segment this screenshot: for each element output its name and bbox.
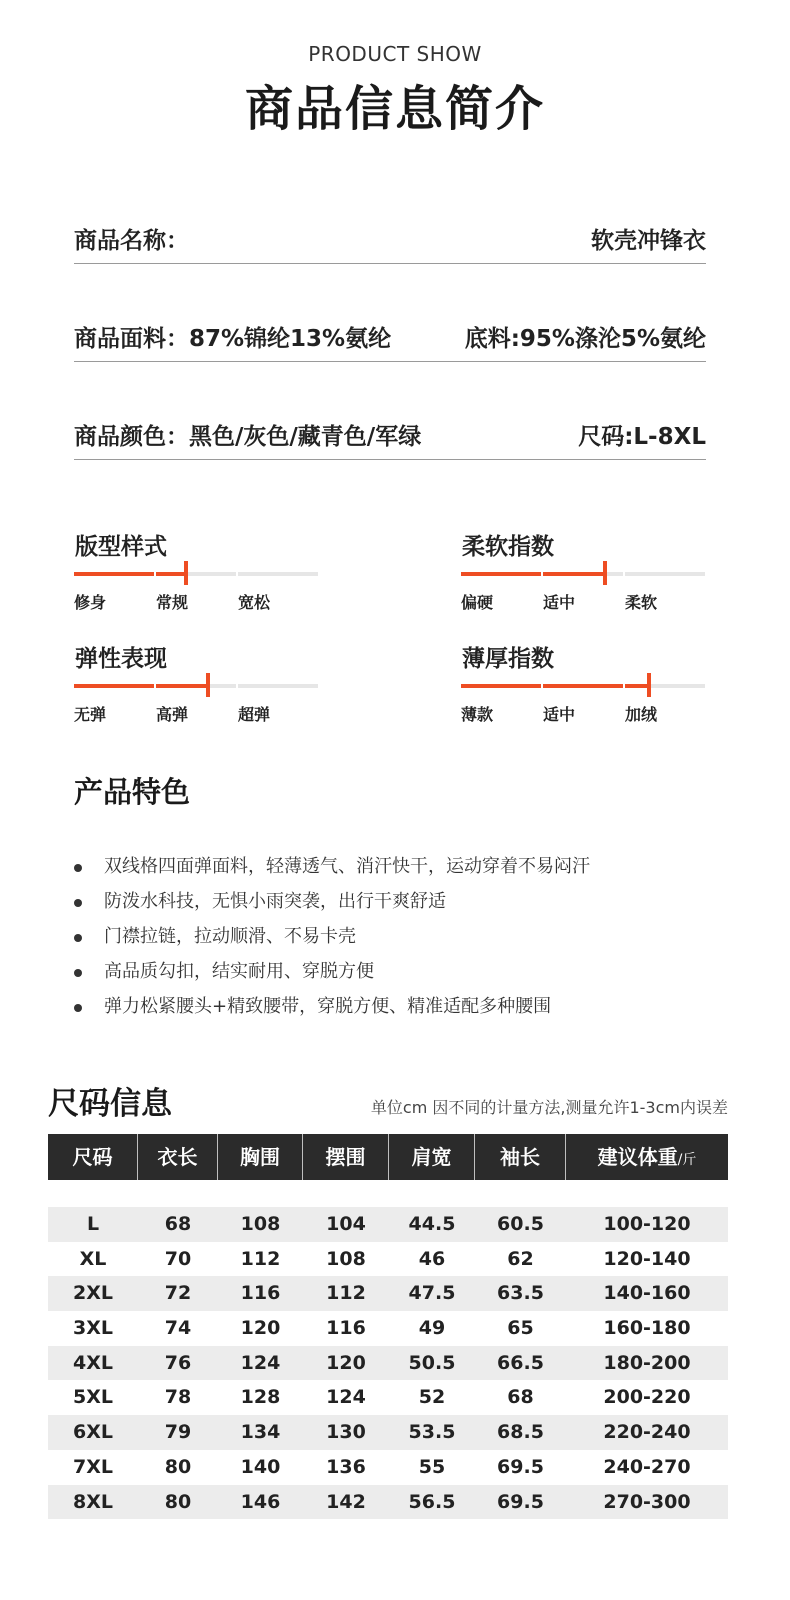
scale-segment: [74, 572, 154, 576]
table-cell: 63.5: [497, 1282, 544, 1305]
scale-segment: [625, 572, 705, 576]
table-cell: 108: [326, 1247, 366, 1270]
scale-segment: [625, 684, 705, 688]
table-cell: 146: [240, 1490, 281, 1513]
column-header: 尺码: [48, 1134, 138, 1180]
product-name-value: 软壳冲锋衣: [591, 228, 706, 254]
info-row-name: [74, 214, 706, 264]
feature-text: 防泼水科技，无惧小雨突袭，出行干爽舒适: [104, 891, 446, 912]
table-cell: 120: [326, 1351, 366, 1374]
feature-item: [74, 957, 734, 992]
bullet-icon: [74, 1004, 82, 1012]
table-cell: 108: [240, 1213, 281, 1235]
table-cell: 80: [164, 1490, 192, 1513]
table-row: [48, 1485, 728, 1520]
scale-segment: [156, 684, 236, 688]
lining-info: 底料:95%涤沦5%氨纶: [464, 326, 706, 352]
scale-label: 高弹: [156, 705, 189, 724]
table-cell: 74: [164, 1317, 192, 1340]
scale-track: [74, 572, 318, 576]
table-cell: 140: [240, 1455, 281, 1478]
column-header: 摆围: [303, 1134, 389, 1180]
scale-elasticity: [74, 640, 318, 724]
size-range-info: 尺码:L-8XL: [578, 424, 706, 450]
scale-segment: [543, 684, 623, 688]
table-cell: 116: [326, 1317, 366, 1340]
scale-label: 宽松: [238, 593, 271, 612]
scale-segment: [74, 684, 154, 688]
table-cell: 68: [164, 1213, 192, 1235]
table-row: [48, 1415, 728, 1450]
features-title: 产品特色: [74, 775, 191, 809]
table-row: [48, 1276, 728, 1311]
table-cell: 270-300: [603, 1490, 691, 1513]
table-cell: 60.5: [497, 1213, 544, 1235]
bullet-icon: [74, 934, 82, 942]
table-cell: 46: [418, 1247, 446, 1270]
scale-marker: [184, 561, 188, 585]
feature-text: 门襟拉链，拉动顺滑、不易卡壳: [104, 926, 356, 947]
table-cell: 7XL: [73, 1455, 113, 1478]
size-table-title: 尺码信息: [48, 1086, 172, 1122]
scale-marker: [206, 673, 210, 697]
table-cell: 160-180: [603, 1317, 691, 1340]
column-header: 衣长: [138, 1134, 218, 1180]
table-row: [48, 1207, 728, 1242]
table-cell: 79: [164, 1421, 192, 1444]
scale-segment: [238, 684, 318, 688]
scale-label: 超弹: [238, 705, 271, 724]
table-cell: 56.5: [408, 1490, 456, 1513]
size-table-body: [48, 1207, 728, 1519]
table-cell: 104: [326, 1213, 366, 1235]
table-cell: 44.5: [408, 1213, 456, 1235]
size-table-note: 单位cm 因不同的计量方法,测量允许1-3cm内误差: [370, 1098, 728, 1117]
bullet-icon: [74, 864, 82, 872]
table-cell: 69.5: [497, 1455, 544, 1478]
feature-text: 高品质勾扣，结实耐用、穿脱方便: [104, 961, 374, 982]
table-cell: 8XL: [73, 1490, 113, 1513]
feature-item: [74, 887, 734, 922]
table-cell: 62: [507, 1247, 534, 1270]
table-cell: 78: [164, 1386, 192, 1409]
size-table-header: [48, 1134, 728, 1180]
scale-title: 版型样式: [75, 534, 167, 560]
table-row: [48, 1450, 728, 1485]
table-cell: 2XL: [73, 1282, 113, 1305]
scale-label: 适中: [543, 593, 576, 612]
header-subtitle-en: PRODUCT SHOW: [308, 42, 482, 66]
scale-label: 薄款: [461, 705, 494, 724]
table-cell: 130: [326, 1421, 366, 1444]
column-header: 肩宽: [389, 1134, 475, 1180]
scale-softness: [461, 528, 705, 612]
scale-track: [74, 684, 318, 688]
table-cell: 6XL: [73, 1421, 113, 1444]
feature-item: [74, 852, 734, 887]
scale-title: 弹性表现: [75, 646, 167, 672]
bullet-icon: [74, 899, 82, 907]
table-cell: 5XL: [73, 1386, 113, 1409]
table-cell: 80: [164, 1455, 192, 1478]
scale-fit: [74, 528, 318, 612]
scale-label: 加绒: [625, 705, 658, 724]
table-cell: 220-240: [603, 1421, 691, 1444]
table-cell: L: [86, 1213, 100, 1235]
table-cell: 136: [326, 1455, 366, 1478]
scale-label: 常规: [156, 593, 189, 612]
scale-marker: [647, 673, 651, 697]
table-row: [48, 1311, 728, 1346]
scale-track: [461, 684, 705, 688]
scale-track: [461, 572, 705, 576]
scale-label: 偏硬: [461, 593, 494, 612]
features-list: [74, 852, 734, 1027]
table-cell: 66.5: [497, 1351, 544, 1374]
scale-segment: [461, 684, 541, 688]
table-cell: 65: [507, 1317, 534, 1340]
table-cell: 68: [507, 1386, 534, 1409]
table-cell: 142: [326, 1490, 366, 1513]
table-cell: 49: [418, 1317, 446, 1340]
table-cell: 52: [418, 1386, 446, 1409]
scale-marker: [603, 561, 607, 585]
table-cell: 134: [240, 1421, 281, 1444]
scale-thickness: [461, 640, 705, 724]
feature-item: [74, 922, 734, 957]
table-cell: 100-120: [603, 1213, 691, 1235]
column-header: 胸围: [218, 1134, 303, 1180]
table-cell: 47.5: [408, 1282, 456, 1305]
table-cell: 180-200: [603, 1351, 691, 1374]
weight-unit: /斤: [677, 1152, 697, 1168]
scale-title: 柔软指数: [462, 534, 554, 560]
table-cell: 4XL: [73, 1351, 113, 1374]
table-row: [48, 1380, 728, 1415]
table-cell: 140-160: [603, 1282, 691, 1305]
table-cell: 50.5: [408, 1351, 456, 1374]
page-title: 商品信息简介: [244, 81, 545, 137]
table-row: [48, 1346, 728, 1381]
scale-segment: [238, 572, 318, 576]
table-cell: 124: [326, 1386, 366, 1409]
info-row-color: [74, 410, 706, 460]
table-cell: 68.5: [497, 1421, 544, 1444]
scale-label: 修身: [74, 593, 107, 612]
color-info: 商品颜色：黑色/灰色/藏青色/军绿: [74, 424, 422, 450]
table-cell: 72: [164, 1282, 192, 1305]
table-cell: 128: [240, 1386, 281, 1409]
column-header-weight: [566, 1134, 728, 1180]
scale-segment: [543, 572, 623, 576]
table-cell: 120: [240, 1317, 281, 1340]
scale-label: 柔软: [625, 593, 658, 612]
scale-segment: [461, 572, 541, 576]
scale-title: 薄厚指数: [462, 646, 554, 672]
table-cell: 112: [240, 1247, 281, 1270]
scale-label: 无弹: [74, 705, 107, 724]
table-cell: 200-220: [603, 1386, 691, 1409]
table-cell: 55: [418, 1455, 446, 1478]
feature-text: 双线格四面弹面料，轻薄透气、消汗快干，运动穿着不易闷汗: [104, 856, 590, 877]
table-cell: 53.5: [408, 1421, 456, 1444]
feature-item: [74, 992, 734, 1027]
scale-segment: [156, 572, 236, 576]
table-cell: XL: [79, 1247, 107, 1270]
column-header: 袖长: [475, 1134, 566, 1180]
feature-text: 弹力松紧腰头+精致腰带，穿脱方便、精准适配多种腰围: [104, 996, 552, 1017]
fabric-info: 商品面料：87%锦纶13%氨纶: [74, 326, 392, 352]
table-cell: 120-140: [603, 1247, 691, 1270]
table-cell: 112: [326, 1282, 366, 1305]
bullet-icon: [74, 969, 82, 977]
weight-header-text: 建议体重: [597, 1145, 678, 1169]
info-row-fabric: [74, 312, 706, 362]
table-cell: 240-270: [603, 1455, 691, 1478]
scale-label: 适中: [543, 705, 576, 724]
table-cell: 124: [240, 1351, 281, 1374]
table-cell: 116: [240, 1282, 281, 1305]
table-cell: 70: [164, 1247, 192, 1270]
table-cell: 3XL: [73, 1317, 113, 1340]
table-cell: 76: [164, 1351, 192, 1374]
table-cell: 69.5: [497, 1490, 544, 1513]
product-name-label: 商品名称：: [74, 228, 189, 254]
table-row: [48, 1242, 728, 1277]
